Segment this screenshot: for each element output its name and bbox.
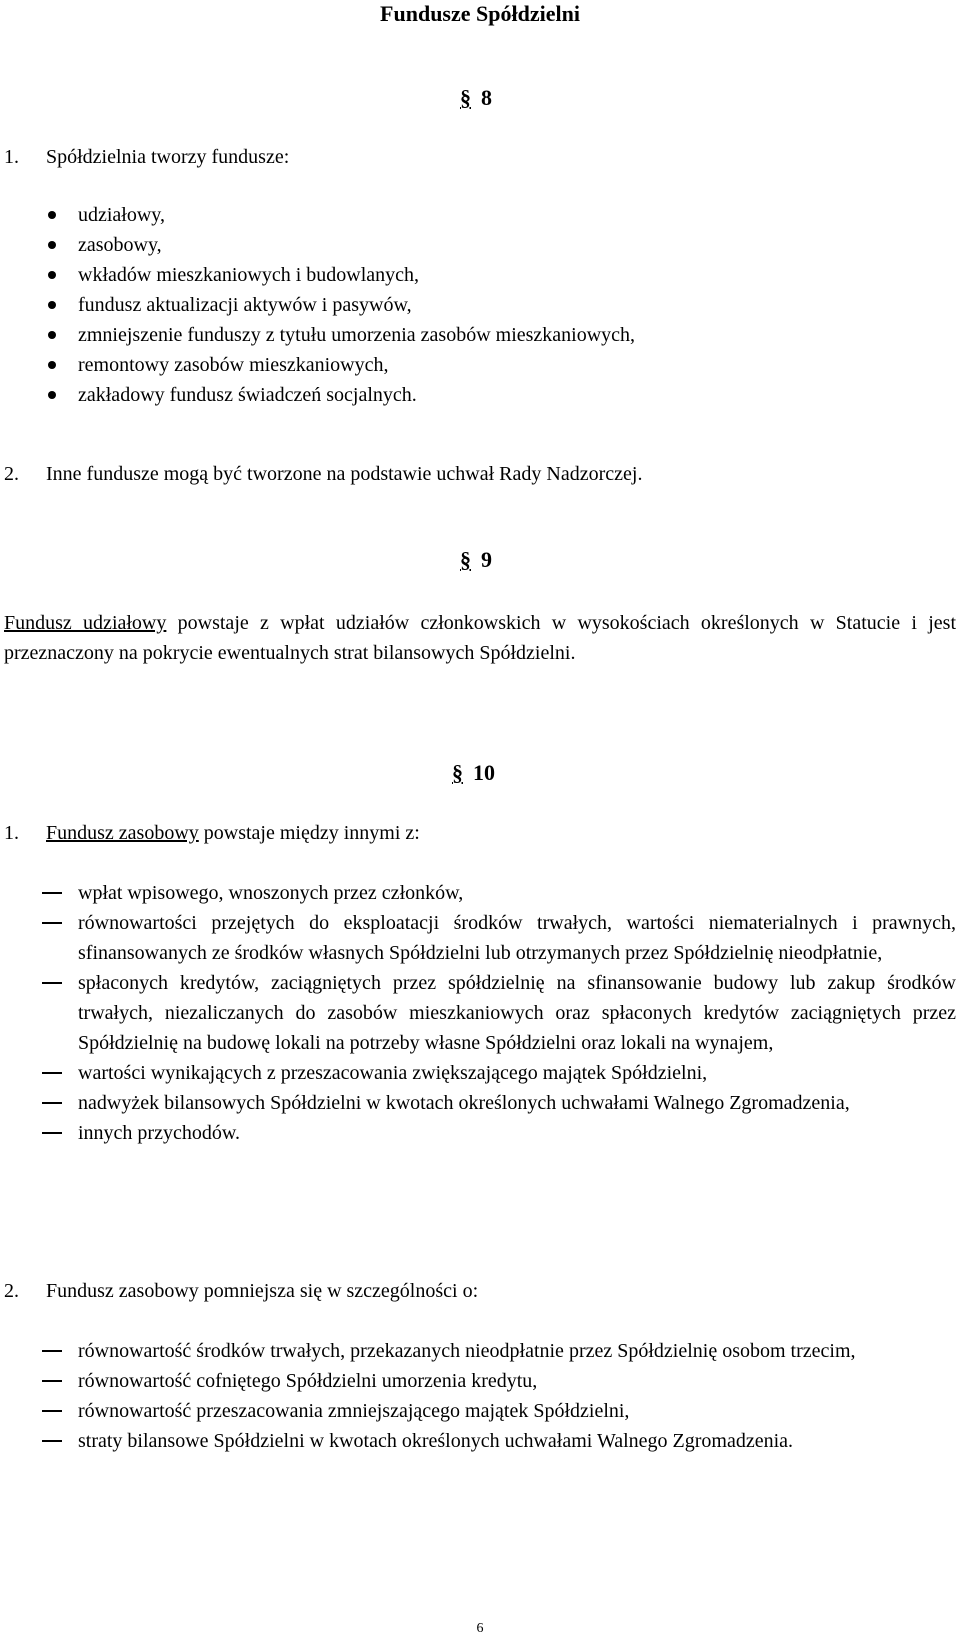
s8-paragraph-1-text: Spółdzielnia tworzy fundusze: [46, 146, 290, 168]
s10-paragraph-1-number: 1. [4, 822, 19, 844]
reductions-list [46, 1336, 956, 1456]
s10-paragraph-1-rest: powstaje między innymi z: [198, 822, 420, 844]
s9-paragraph-text: powstaje z wpłat udziałów członkowskich w wysokościach określonych w Statucie i jest przeznaczony na pokrycie ewentualnych strat bilansowych Spółdzielni. [4, 612, 956, 664]
bullet-icon [48, 271, 56, 279]
page-title: Fundusze Spółdzielni [380, 1, 580, 26]
fund-term: Fundusz udziałowy [4, 612, 167, 634]
section-symbol: § [452, 760, 463, 785]
s10-paragraph-2-text: Fundusz zasobowy pomniejsza się w szczególności o: [46, 1280, 479, 1302]
list-item-text: równowartość środków trwałych, przekazanych nieodpłatnie przez Spółdzielnię osobom trzecim, [78, 1340, 856, 1362]
list-item-text: równowartość przeszacowania zmniejszającego majątek Spółdzielni, [78, 1400, 630, 1422]
list-item-text: spłaconych kredytów, zaciągniętych przez spółdzielnię na sfinansowanie budowy lub zakup środków trwałych, niezaliczanych do zasobów mieszkaniowych oraz spłaconych kredytów zaciągniętych przez Spółdzielnię na budowę lokali na potrzeby własne Spółdzielni oraz lokali na wynajem, [78, 972, 956, 1054]
list-item [46, 1336, 956, 1366]
dash-icon [42, 892, 62, 894]
list-item [46, 1426, 956, 1456]
list-item [46, 380, 956, 410]
dash-icon [42, 1102, 62, 1104]
dash-icon [42, 1350, 62, 1352]
sources-list [46, 878, 956, 1148]
list-item-text: nadwyżek bilansowych Spółdzielni w kwotach określonych uchwałami Walnego Zgromadzenia, [78, 1092, 850, 1114]
section-10-heading [452, 759, 495, 787]
dash-icon [42, 1380, 62, 1382]
list-item [46, 1058, 956, 1088]
s10-paragraph-2-number: 2. [4, 1280, 19, 1302]
dash-icon [42, 1072, 62, 1074]
section-symbol: § [460, 85, 471, 110]
list-item-text: udziałowy, [78, 204, 166, 226]
list-item-text: remontowy zasobów mieszkaniowych, [78, 354, 389, 376]
list-item [46, 200, 956, 230]
list-item-text: równowartości przejętych do eksploatacji środków trwałych, wartości niematerialnych i prawnych, sfinansowanych ze środków własnych Spółdzielni lub otrzymanych przez Spółdzielnię nieodpłatnie, [78, 912, 956, 964]
section-10-number: 10 [473, 760, 495, 785]
section-9-number: 9 [481, 547, 492, 572]
section-8-heading [460, 84, 492, 112]
list-item [46, 230, 956, 260]
list-item-text: wpłat wpisowego, wnoszonych przez członków, [78, 882, 464, 904]
list-item-text: równowartość cofniętego Spółdzielni umorzenia kredytu, [78, 1370, 538, 1392]
fund-term: Fundusz zasobowy [46, 822, 199, 844]
list-item-text: zakładowy fundusz świadczeń socjalnych. [78, 384, 417, 406]
list-item [46, 1118, 956, 1148]
s8-paragraph-2-number: 2. [4, 463, 19, 485]
section-9-heading [460, 546, 492, 574]
list-item [46, 1366, 956, 1396]
list-item-text: zmniejszenie funduszy z tytułu umorzenia zasobów mieszkaniowych, [78, 324, 636, 346]
section-symbol: § [460, 547, 471, 572]
section-8-number: 8 [481, 85, 492, 110]
dash-icon [42, 1410, 62, 1412]
list-item-text: innych przychodów. [78, 1122, 240, 1144]
dash-icon [42, 922, 62, 924]
bullet-icon [48, 301, 56, 309]
list-item-text: fundusz aktualizacji aktywów i pasywów, [78, 294, 412, 316]
list-item-text: zasobowy, [78, 234, 162, 256]
dash-icon [42, 1132, 62, 1134]
bullet-icon [48, 331, 56, 339]
list-item-text: wkładów mieszkaniowych i budowlanych, [78, 264, 420, 286]
funds-list [46, 200, 956, 410]
list-item [46, 968, 956, 1058]
page-number: 6 [476, 1621, 484, 1636]
s8-paragraph-1-number: 1. [4, 146, 19, 168]
list-item [46, 878, 956, 908]
s8-paragraph-2-text: Inne fundusze mogą być tworzone na podstawie uchwał Rady Nadzorczej. [46, 463, 643, 485]
bullet-icon [48, 241, 56, 249]
bullet-icon [48, 211, 56, 219]
list-item [46, 1396, 956, 1426]
list-item [46, 1088, 956, 1118]
list-item-text: straty bilansowe Spółdzielni w kwotach określonych uchwałami Walnego Zgromadzenia. [78, 1430, 794, 1452]
list-item [46, 350, 956, 380]
dash-icon [42, 982, 62, 984]
list-item [46, 320, 956, 350]
bullet-icon [48, 391, 56, 399]
list-item [46, 260, 956, 290]
dash-icon [42, 1440, 62, 1442]
list-item [46, 908, 956, 968]
list-item [46, 290, 956, 320]
s10-paragraph-1-text [46, 818, 420, 848]
bullet-icon [48, 361, 56, 369]
list-item-text: wartości wynikających z przeszacowania zwiększającego majątek Spółdzielni, [78, 1062, 708, 1084]
s9-paragraph [4, 608, 956, 668]
